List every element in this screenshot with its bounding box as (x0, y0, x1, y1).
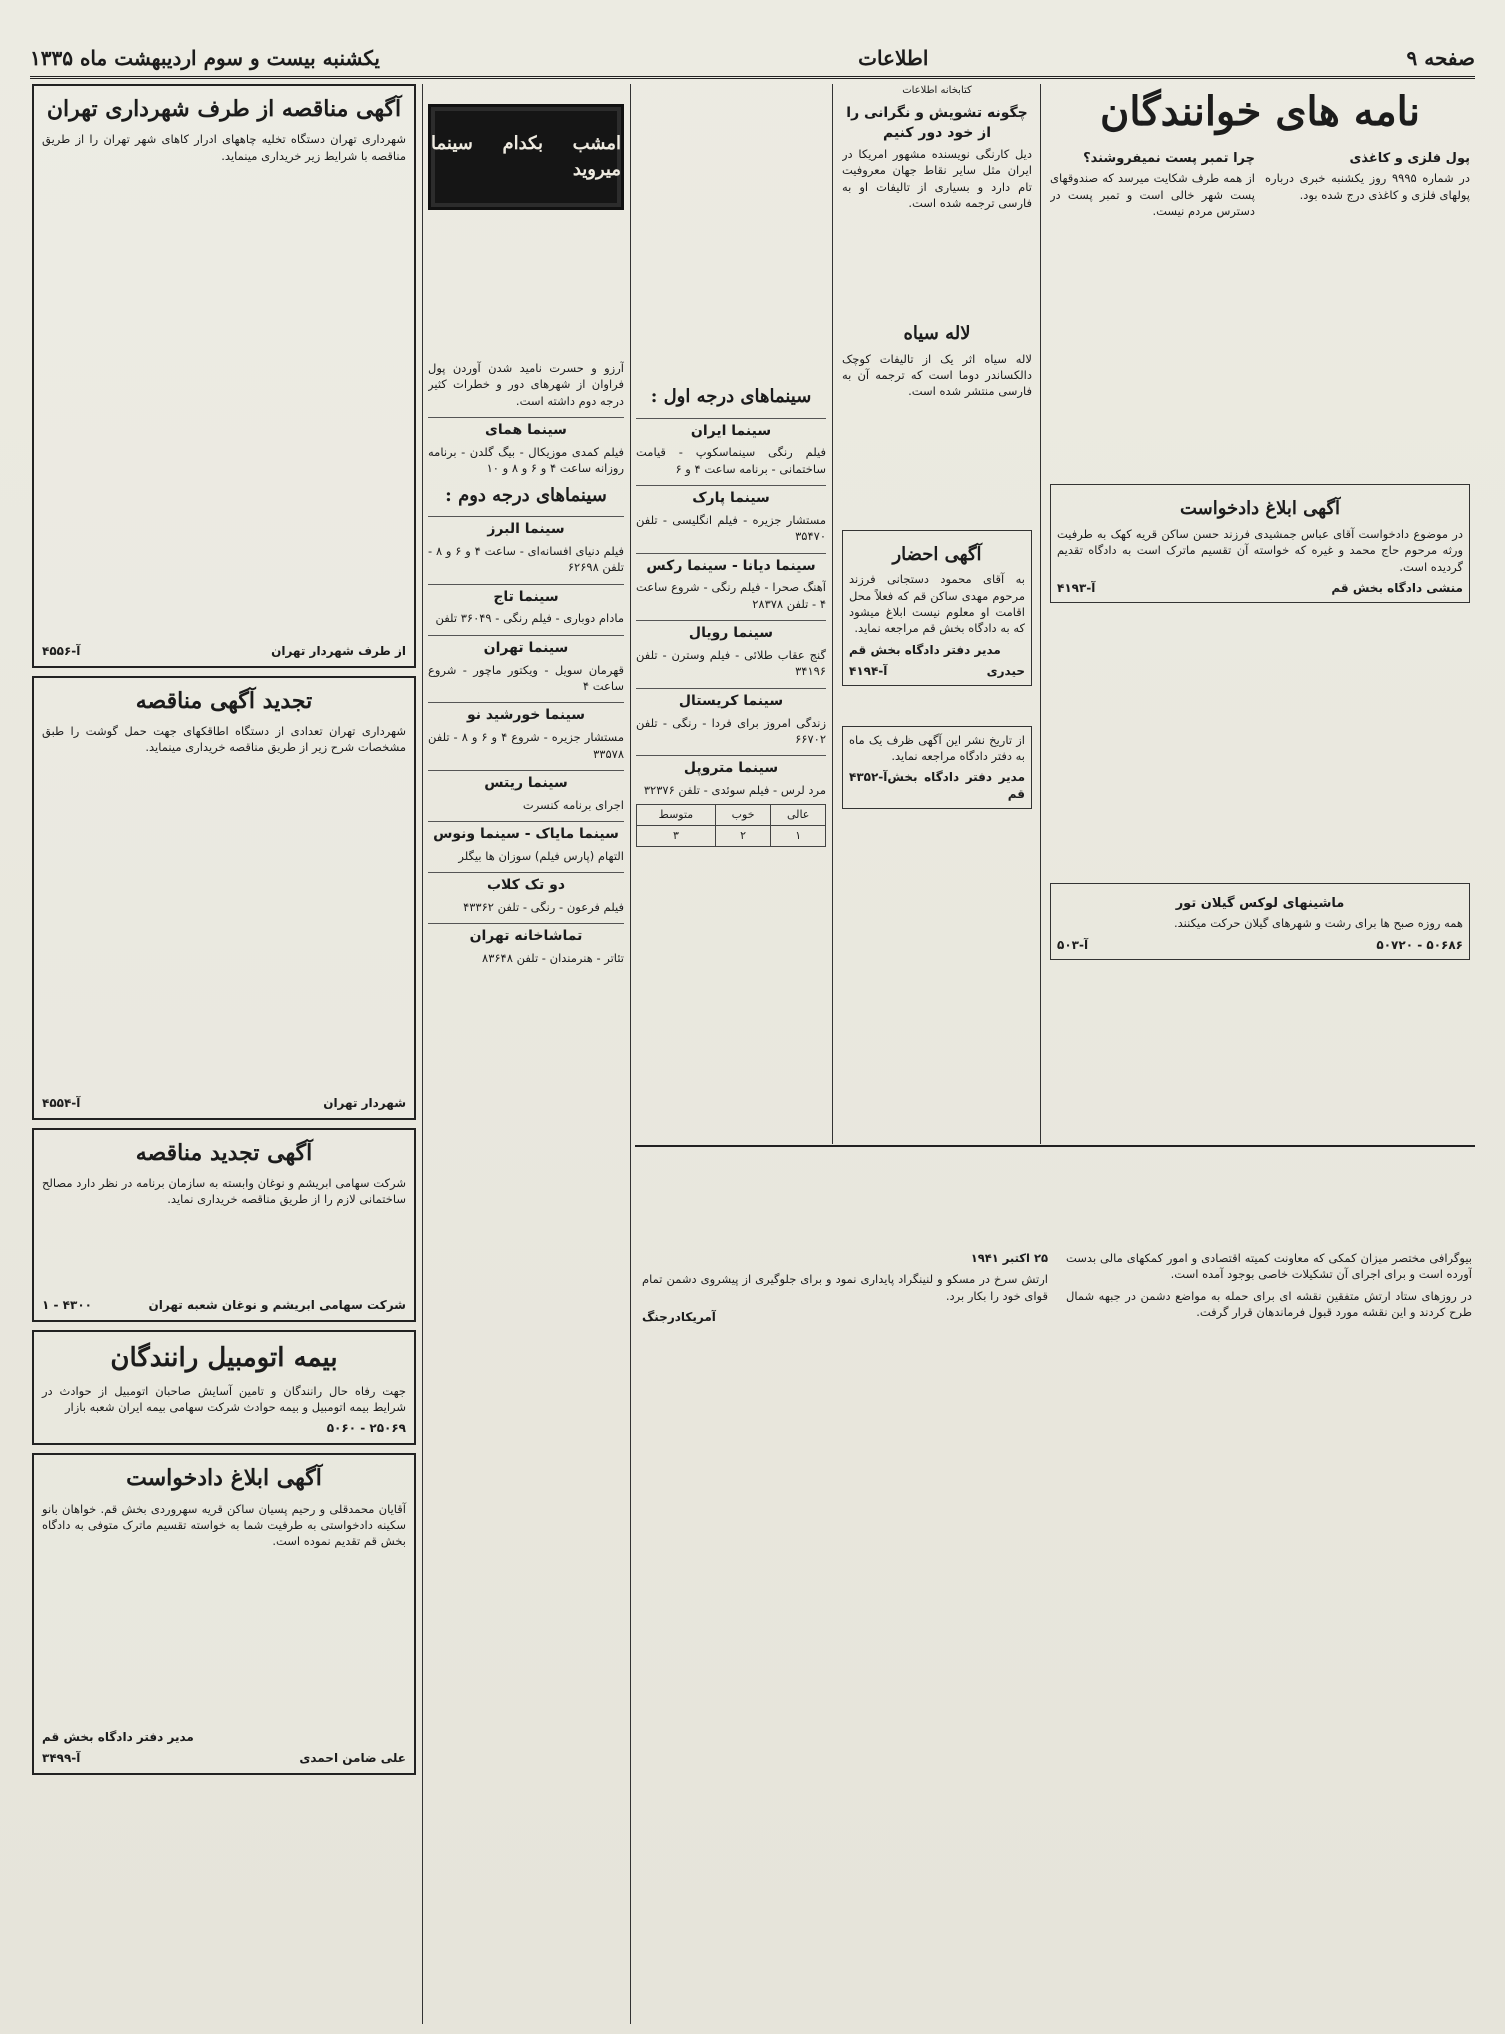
cinema-program: قهرمان سویل - ویکتور ماچور - شروع ساعت ۴ (428, 662, 624, 693)
cinema-entry (428, 923, 624, 966)
cinema-entry (636, 620, 826, 680)
summons-code: آ-۴۱۹۴ (849, 663, 888, 678)
article-paragraph: ارتش سرخ در مسکو و لنینگراد پایداری نمود و برای جلوگیری از پیشروی دشمن تمام قوای خود را بکار برد. (642, 1272, 1048, 1303)
cinema-entry (428, 702, 624, 762)
rating-cell: ۲ (715, 826, 770, 847)
ad-footer (42, 643, 406, 660)
ad-phone: ۵۰۶۸۶ - ۵۰۷۲۰ (1376, 937, 1463, 952)
cinema-entry (428, 516, 624, 576)
cinema-name: سینما کریستال (636, 688, 826, 712)
notices-column (32, 84, 416, 2024)
cinema-name: سینما تاج (428, 584, 624, 608)
article-date: ۲۵ اکتبر ۱۹۴۱ (970, 1251, 1048, 1265)
cinema-name: تماشاخانه تهران (428, 923, 624, 947)
library-body: دیل کارنگی نویسنده مشهور امریکا در ایران مثل سایر نقاط جهان معروفیت تام دارد و بسیاری از تالیفات او به فارسی ترجمه شده است. (842, 146, 1032, 210)
ad-footer (1057, 937, 1463, 954)
article-paragraph: در روزهای ستاد ارتش متفقین نقشه ای برای حمله به مواضع دشمن در جبهه شمال طرح کردند و این نقشه مورد قبول فرماندهان قرار گرفت. (1066, 1288, 1472, 1319)
cinema-program: فیلم کمدی موزیکال - بیگ گلدن - برنامه روزانه ساعت ۴ و ۶ و ۸ و ۱۰ (428, 444, 624, 476)
ad-footer (42, 1297, 406, 1314)
letter-currency (1265, 144, 1470, 224)
ad-code: ۴۳۰۰ - ۱ (42, 1297, 92, 1312)
letters-column (1050, 84, 1470, 1144)
summons2-footer (849, 769, 1025, 803)
ad-title: تجدید آگهی مناقصه (135, 687, 313, 714)
ad-code: آ-۴۵۵۴ (42, 1095, 81, 1110)
ad-body: آقایان محمدقلی و رحیم پسیان ساکن قریه سهروردی بخش قم. خواهان بانو سکینه دادخواستی به طرفیت شما به خواسته تقسیم ماترک متوفی به دادگاه بخش قم تقدیم نموده است. (42, 1501, 406, 1549)
summons-footer (849, 663, 1025, 680)
ad-footer (42, 1095, 406, 1112)
rating-cell: ۳ (637, 826, 716, 847)
tender-ad-renewal (32, 676, 416, 1120)
cinema-name: سینما ایران (636, 418, 826, 442)
ad-text-block (42, 1213, 406, 1293)
ad-signature: مدیر دفتر دادگاه بخش قم (42, 1729, 194, 1744)
cinema-entry (636, 688, 826, 748)
summons-box-2 (842, 726, 1032, 810)
tender-ad-municipality (32, 84, 416, 668)
cinema-entry (428, 872, 624, 915)
ad-title: آگهی مناقصه از طرف شهرداری تهران (46, 96, 402, 122)
cinema-listing-right (636, 84, 826, 2024)
notice-signature: منشی دادگاه بخش قم (1331, 580, 1463, 595)
letter-heading: چرا تمبر پست نمیفروشند؟ (1083, 151, 1255, 166)
cinema-program: آهنگ صحرا - فیلم رنگی - شروع ساعت ۴ - تلفن ۲۸۳۷۸ (636, 580, 826, 611)
black-tulip-body: لاله سیاه اثر یک از تالیفات کوچک دالکساندر دوما است که ترجمه آن به فارسی منتشر شده است. (842, 351, 1032, 399)
cinema-name: سینما خورشید نو (428, 702, 624, 726)
summons-title: آگهی احضار (892, 543, 982, 565)
cinema-banner: امشب بکدام سینما میروید (428, 104, 624, 210)
tender-ad-silk (32, 1128, 416, 1322)
cinema-name: سینما دیانا - سینما رکس (636, 553, 826, 577)
article-paragraph: بیوگرافی مختصر میزان کمکی که معاونت کمیته اقتصادی و امور کمکهای مالی بدست آورده است و برای اجرای آن تشکیلات خاصی بوجود آمده است. (1066, 1251, 1472, 1282)
cinema-name: سینما متروپل (636, 755, 826, 779)
cinema-entry (428, 770, 624, 813)
ad-signature: شرکت سهامی ابریشم و نوغان شعبه تهران (148, 1297, 406, 1312)
article-signature: آمریکادرجنگ (642, 1309, 716, 1324)
column-rule (630, 84, 631, 2024)
cinema-name: سینما ریتس (428, 770, 624, 794)
cinema-entry (428, 584, 624, 627)
ad-text-block (42, 1555, 406, 1725)
ad-title: آگهی ابلاغ دادخواست (126, 1465, 322, 1492)
cinema-program: التهام (پارس فیلم) سوزان ها بیگلر (458, 848, 624, 863)
summons-box (842, 530, 1032, 686)
cinema-name: سینما مایاک - سینما ونوس (428, 821, 624, 845)
ad-footer (42, 1750, 406, 1767)
cinema-program: فیلم دنیای افسانه‌ای - ساعت ۴ و ۶ و ۸ - تلفن ۶۲۶۹۸ (428, 543, 624, 575)
cinema-program: اجرای برنامه کنسرت (522, 797, 624, 812)
ad-signature: از طرف شهردار تهران (271, 643, 406, 658)
summons2-code: آ-۴۳۵۲ (849, 770, 888, 785)
ad-body: شهرداری تهران تعدادی از دستگاه اطاقکهای جهت حمل گوشت را طبق مشخصات شرح زیر از طریق مناقصه خریداری مینماید. (42, 724, 406, 755)
cinema-entry (428, 821, 624, 864)
insurance-ad (32, 1330, 416, 1446)
cinema-intro: آرزو و حسرت نامید شدن آوردن پول فراوان از شهرهای دور و خطرات کثیر درجه دوم داشته است. (428, 361, 624, 408)
gilan-tour-ad (1050, 883, 1470, 960)
column-rule (832, 84, 833, 1144)
ad-body: همه روزه صبح ها برای رشت و شهرهای گیلان حرکت میکنند. (1173, 916, 1463, 931)
cinema-program: مستشار جزیره - فیلم انگلیسی - تلفن ۳۵۴۷۰ (636, 512, 826, 544)
summons-signature: مدیر دفتر دادگاه بخش قم (849, 642, 1001, 657)
rating-table (636, 804, 826, 846)
ad-text-block (42, 761, 406, 1091)
rating-cell: ۱ (771, 826, 826, 847)
ad-body: شهرداری تهران دستگاه تخلیه چاههای ادرار کاهای شهر تهران را از طریق مناقصه با شرایط زیر خریداری مینماید. (42, 132, 406, 163)
summons2-signature: مدیر دفتر دادگاه بخش قم (887, 770, 1025, 802)
notice-footer (1057, 580, 1463, 597)
masthead (30, 40, 1475, 79)
newspaper-name: اطلاعات (858, 46, 929, 70)
summons-notice (1050, 484, 1470, 603)
library-source: کتابخانه اطلاعات (902, 85, 972, 96)
cinema-name: سینما البرز (428, 516, 624, 540)
ad-signature: شهردار تهران (323, 1095, 406, 1110)
letter-body: در شماره ۹۹۹۵ روز یکشنبه خبری درباره پولهای فلزی و کاغذی درج شده بود. (1265, 171, 1470, 202)
letter-stamps (1050, 144, 1255, 224)
library-title: چگونه تشویش و نگرانی را از خود دور کنیم (846, 105, 1028, 142)
rating-header: عالی (771, 805, 826, 826)
letter-body: از همه طرف شکایت میرسد که صندوقهای پست شهر خالی است و تمبر پست در دسترس مردم نیست. (1050, 171, 1255, 219)
ad-title: ماشینهای لوکس گیلان تور (1175, 896, 1345, 911)
cinema-entry (636, 418, 826, 478)
notice-title: آگهی ابلاغ دادخواست (1179, 498, 1341, 520)
ad-footer (42, 1420, 406, 1437)
rating-header: خوب (715, 805, 770, 826)
cinema-program: فیلم رنگی سینماسکوپ - قیامت ساختمانی - برنامه ساعت ۴ و ۶ (636, 445, 826, 476)
cinema-entry (428, 417, 624, 477)
ad-code: آ-۴۵۵۶ (42, 643, 81, 658)
ad-name: علی ضامن احمدی (299, 1750, 406, 1765)
cinema-listing-left (428, 84, 624, 2024)
cinema-name: سینما رویال (636, 620, 826, 644)
cinema-name: سینما تهران (428, 635, 624, 659)
first-class-heading: سینماهای درجه اول : (650, 386, 812, 407)
cinema-program: مرد لرس - فیلم سوئدی - تلفن ۳۲۳۷۶ (643, 783, 826, 798)
column-rule (422, 84, 423, 2024)
cinema-program: زندگی امروز برای فردا - رنگی - تلفن ۶۶۷۰۲ (636, 715, 826, 746)
ad-title: بیمه اتومبیل رانندگان (110, 1342, 338, 1373)
cinema-name: سینما پارک (636, 485, 826, 509)
notice-code: آ-۴۱۹۳ (1057, 580, 1096, 595)
ad-body: جهت رفاه حال رانندگان و تامین آسایش صاحبان اتومبیل از حوادث در شرایط بیمه اتومبیل و بیمه حوادث شرکت سهامی بیمه ایران شعبه بازار (42, 1383, 406, 1414)
ad-phone: ۲۵۰۶۹ - ۵۰۶۰ (326, 1421, 406, 1436)
library-column (842, 84, 1032, 1144)
summons-name: حیدری (986, 663, 1025, 678)
cinema-entry (636, 553, 826, 613)
column-rule (1040, 84, 1041, 1144)
cinema-program: مادام دوباری - فیلم رنگی - ۳۶۰۴۹ تلفن (435, 611, 624, 626)
issue-date: یکشنبه بیست و سوم اردیبهشت ماه ۱۳۳۵ (30, 46, 380, 70)
summons2-body: از تاریخ نشر این آگهی ظرف یک ماه به دفتر دادگاه مراجعه نماید. (849, 732, 1025, 764)
ad-title: آگهی تجدید مناقصه (135, 1139, 313, 1166)
cinema-entry (636, 755, 826, 798)
cinema-program: گنج عقاب طلائی - فیلم وسترن - تلفن ۳۴۱۹۶ (636, 648, 826, 679)
ad-text-block (42, 169, 406, 639)
ad-body: شرکت سهامی ابریشم و نوغان وابسته به سازمان برنامه در نظر دارد مصالح ساختمانی لازم را از طریق مناقصه خریداری نماید. (42, 1176, 406, 1207)
cinema-name: سینما همای (428, 417, 624, 441)
cinema-program: تئاتر - هنرمندان - تلفن ۸۳۶۴۸ (482, 951, 624, 966)
second-class-heading: سینماهای درجه دوم : (445, 484, 607, 506)
black-tulip-title: لاله سیاه (903, 323, 971, 345)
cinema-program: فیلم فرعون - رنگی - تلفن ۴۳۳۶۲ (463, 900, 624, 915)
ad-code: آ-۵۰۳ (1057, 937, 1089, 952)
notice-body: در موضوع دادخواست آقای عباس جمشیدی فرزند حسن ساکن قریه کهک به طرفیت ورثه مرحوم حاج محمد و غیره که خواسته آن تقسیم ماترک است به دادگاه تقدیم گردیده است. (1057, 526, 1463, 574)
rating-header: متوسط (637, 805, 716, 826)
letters-title: نامه های خوانندگان (1100, 88, 1420, 135)
cinema-entry (636, 485, 826, 545)
cinema-name: دو تک کلاب (428, 872, 624, 896)
letter-heading: پول فلزی و کاغذی (1349, 151, 1470, 166)
summons-body: به آقای محمود دستجانی فرزند مرحوم مهدی ساکن قم که فعلاً محل اقامت او معلوم نیست ابلاغ میشود که به دادگاه بخش قم مراجعه نماید. (849, 572, 1025, 636)
ad-code: آ-۳۴۹۹ (42, 1750, 81, 1765)
page-number: صفحه ۹ (1406, 46, 1475, 70)
cinema-program: مستشار جزیره - شروع ۴ و ۶ و ۸ - تلفن ۳۳۵۷۸ (428, 730, 624, 761)
court-notice-ad (32, 1453, 416, 1774)
cinema-entry (428, 635, 624, 695)
